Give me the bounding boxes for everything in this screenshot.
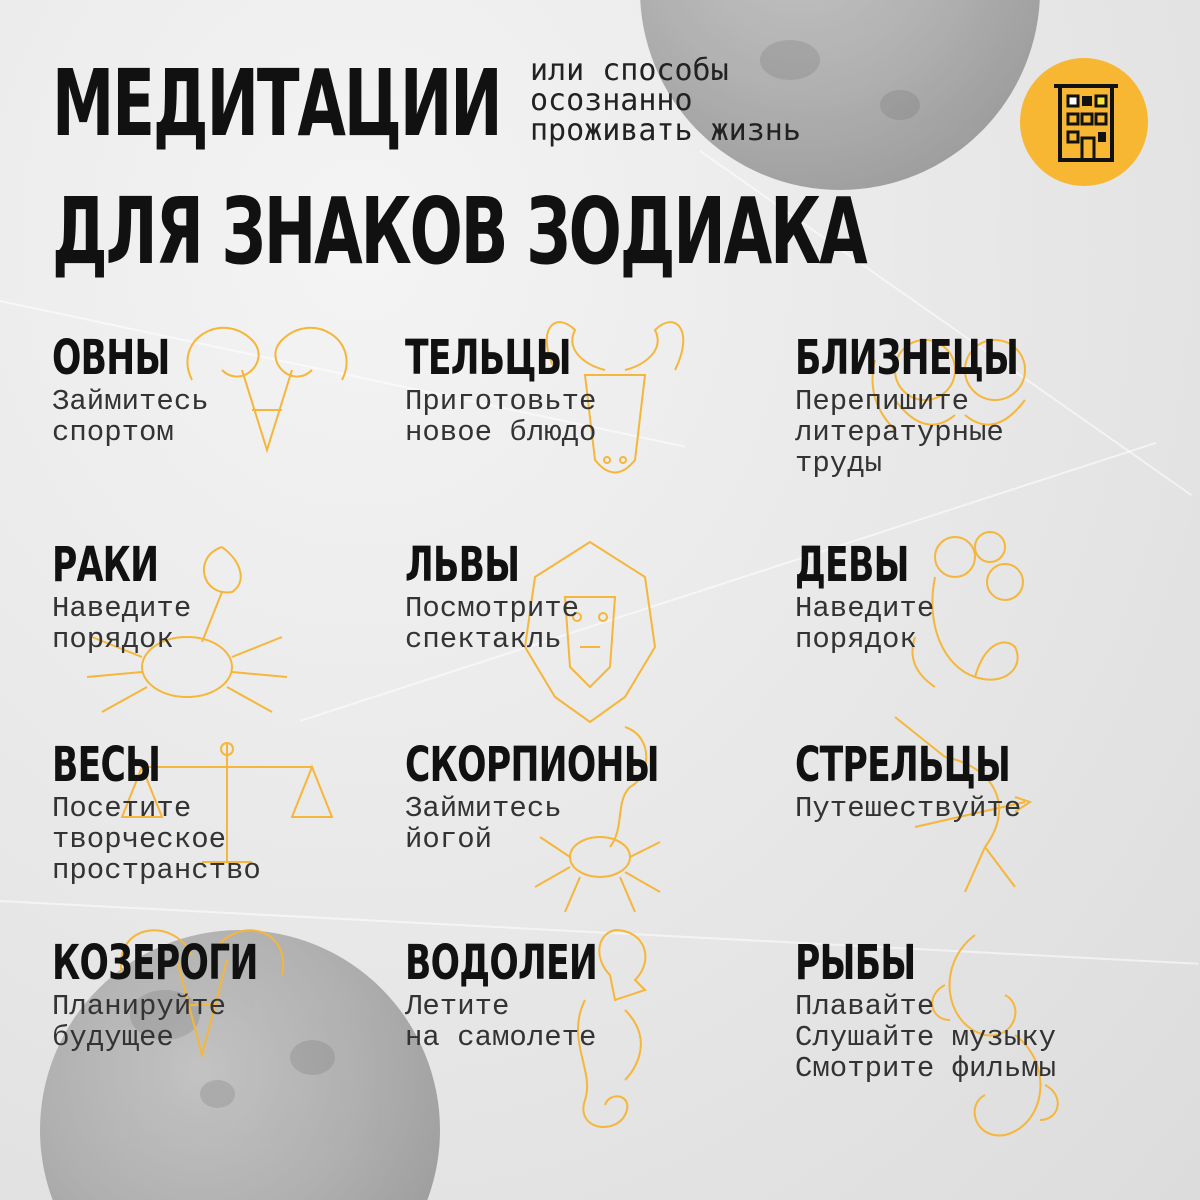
building-icon	[1020, 58, 1148, 186]
tip-line: труды	[795, 447, 883, 480]
subtitle-line: проживать жизнь	[530, 113, 801, 148]
tip-line: будущее	[52, 1021, 174, 1054]
sign-tips	[405, 793, 758, 855]
sign-tips	[52, 793, 261, 886]
tip-line: творческое	[52, 823, 227, 856]
sign-card-capricorn	[52, 935, 338, 1053]
sign-name: ОВНЫ	[52, 330, 170, 386]
sign-name: СКОРПИОНЫ	[405, 737, 659, 793]
tip-line: Наведите	[795, 592, 935, 625]
tip-line: пространство	[52, 854, 261, 887]
page-title-line2: ДЛЯ ЗНАКОВ ЗОДИАКА	[52, 178, 866, 285]
tip-line: Посмотрите	[405, 592, 580, 625]
tip-line: Займитесь	[52, 385, 209, 418]
sign-card-aries	[52, 330, 215, 448]
sign-card-taurus	[405, 330, 635, 448]
sign-tips	[405, 386, 635, 448]
tip-line: йогой	[405, 823, 493, 856]
sign-tips	[795, 991, 1056, 1084]
tip-line: порядок	[52, 623, 174, 656]
subtitle-line: или способы	[530, 53, 729, 88]
sign-name: БЛИЗНЕЦЫ	[795, 330, 1019, 386]
tip-line: литературные	[795, 416, 1004, 449]
tip-line: спортом	[52, 416, 174, 449]
sign-tips	[405, 593, 579, 655]
sign-name: ТЕЛЬЦЫ	[405, 330, 571, 386]
sign-card-scorpio	[405, 737, 758, 855]
sign-tips	[52, 991, 338, 1053]
tip-line: Наведите	[52, 592, 192, 625]
tip-line: Приготовьте	[405, 385, 597, 418]
tip-line: Смотрите фильмы	[795, 1052, 1057, 1085]
sign-name: ДЕВЫ	[795, 537, 909, 593]
sign-name: ЛЬВЫ	[405, 537, 520, 593]
sign-card-sagittarius	[795, 737, 1094, 824]
tip-line: порядок	[795, 623, 917, 656]
sign-card-libra	[52, 737, 261, 886]
logo	[1020, 58, 1148, 186]
sign-card-pisces	[795, 935, 1056, 1084]
tip-line: Плавайте	[795, 990, 935, 1023]
page-title-line1: МЕДИТАЦИИ	[52, 50, 501, 157]
sign-card-leo	[405, 537, 579, 655]
sign-name: СТРЕЛЬЦЫ	[795, 737, 1011, 793]
sign-card-virgo	[795, 537, 953, 655]
tip-line: спектакль	[405, 623, 562, 656]
sign-card-cancer	[52, 537, 200, 655]
sign-tips	[52, 386, 215, 448]
sign-name: РАКИ	[52, 537, 159, 593]
tip-line: на самолете	[405, 1021, 597, 1054]
tip-line: Займитесь	[405, 792, 562, 825]
sign-tips	[795, 793, 1094, 824]
tip-line: Путешествуйте	[795, 792, 1022, 825]
sign-tips	[405, 991, 672, 1053]
sign-name: ВОДОЛЕИ	[405, 935, 598, 991]
sign-tips	[795, 593, 953, 655]
tip-line: Слушайте музыку	[795, 1021, 1057, 1054]
tip-line: Посетите	[52, 792, 192, 825]
tip-line: Планируйте	[52, 990, 227, 1023]
sign-name: РЫБЫ	[795, 935, 916, 991]
sign-tips	[52, 593, 200, 655]
sign-name: ВЕСЫ	[52, 737, 161, 793]
subtitle	[530, 53, 801, 148]
tip-line: Летите	[405, 990, 510, 1023]
sign-name: КОЗЕРОГИ	[52, 935, 258, 991]
sign-card-aquarius	[405, 935, 672, 1053]
sign-card-gemini	[795, 330, 1105, 479]
tip-line: Перепишите	[795, 385, 970, 418]
sign-tips	[795, 386, 1105, 479]
subtitle-line: осознанно	[530, 83, 693, 118]
tip-line: новое блюдо	[405, 416, 597, 449]
